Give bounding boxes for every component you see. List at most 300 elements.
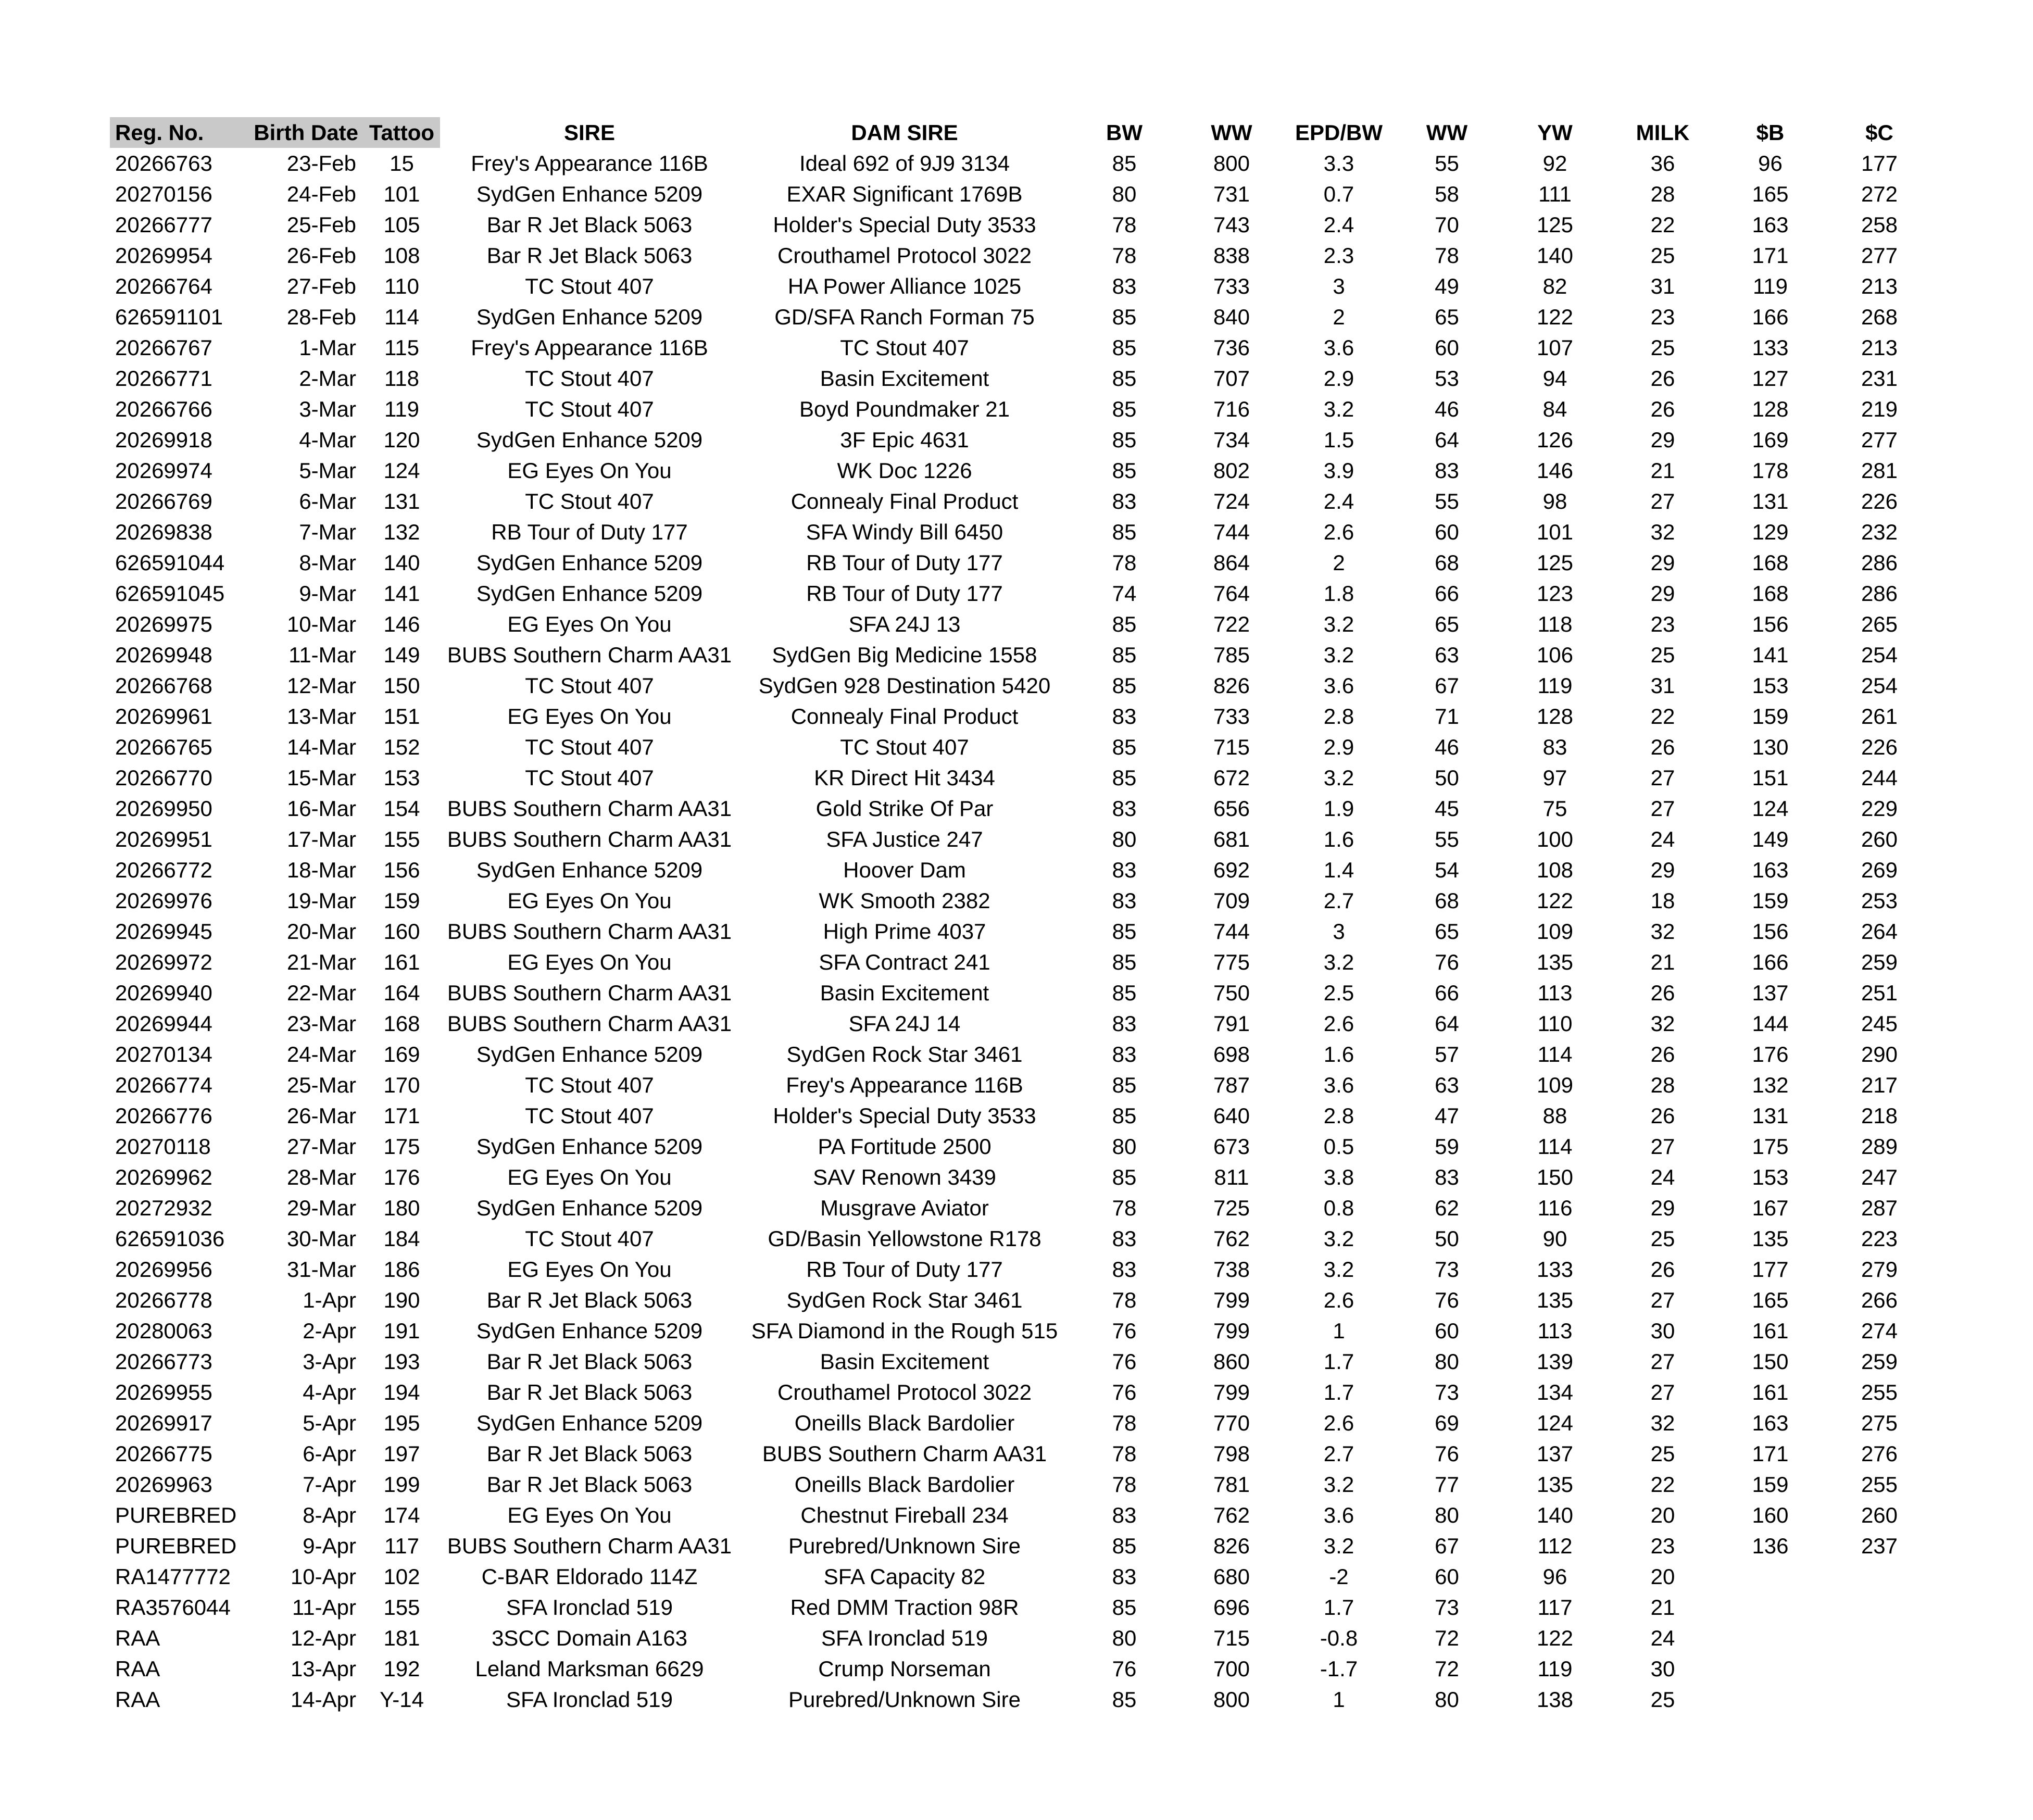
cell-birth-date: 3-Apr [303, 1349, 356, 1374]
cell-dam-sire: Purebred/Unknown Sire [788, 1534, 1021, 1558]
cell-milk: 25 [1650, 1226, 1675, 1251]
cell-yw: 94 [1542, 366, 1567, 391]
cell-epd-bw: 3.8 [1323, 1165, 1354, 1189]
cell-birth-date: 26-Feb [286, 243, 356, 268]
cell-dollar-b [1716, 1592, 1824, 1623]
cell-bw: 85 [1112, 765, 1137, 790]
cell-bw: 85 [1112, 1687, 1137, 1712]
cell-dollar-b: 144 [1752, 1011, 1789, 1036]
cell-bw: 85 [1112, 428, 1137, 452]
cell-tattoo: 15 [390, 151, 414, 175]
cell-epd-bw: 2.7 [1323, 888, 1354, 913]
cell-dollar-b: 160 [1752, 1503, 1789, 1527]
header-yw: YW [1537, 120, 1573, 145]
cell-epd-ww: 59 [1435, 1134, 1459, 1159]
cell-dollar-b: 176 [1752, 1042, 1789, 1066]
cell-epd-ww: 80 [1435, 1503, 1459, 1527]
cell-epd-bw: 2.3 [1323, 243, 1354, 268]
cell-milk: 27 [1650, 765, 1675, 790]
table-row [110, 547, 1935, 578]
cell-dollar-b: 151 [1752, 765, 1789, 790]
cell-tattoo: 119 [384, 397, 419, 421]
cell-tattoo: 124 [383, 458, 420, 483]
cell-tattoo: 186 [383, 1257, 420, 1282]
cell-ww: 762 [1213, 1226, 1250, 1251]
cell-milk: 23 [1650, 305, 1675, 329]
cell-dollar-b: 149 [1752, 827, 1789, 851]
cell-epd-bw: 2.7 [1323, 1441, 1354, 1466]
cell-reg-no: RAA [115, 1626, 160, 1650]
cell-sire: SydGen Enhance 5209 [476, 1134, 703, 1159]
cell-sire: SydGen Enhance 5209 [476, 581, 703, 606]
cell-reg-no: 626591045 [115, 581, 225, 606]
cell-milk: 26 [1650, 366, 1675, 391]
cell-bw: 83 [1112, 858, 1137, 882]
cell-tattoo: 151 [383, 704, 420, 729]
cell-reg-no: 20269940 [115, 981, 212, 1005]
cell-birth-date: 30-Mar [286, 1226, 356, 1251]
cell-milk: 20 [1650, 1564, 1675, 1589]
cell-bw: 78 [1112, 550, 1137, 575]
table-row [110, 1500, 1935, 1530]
cell-epd-ww: 54 [1435, 858, 1459, 882]
cell-bw: 78 [1112, 1441, 1137, 1466]
cell-dollar-c: 258 [1861, 212, 1898, 237]
cell-ww: 744 [1213, 919, 1250, 944]
cell-milk: 31 [1650, 274, 1675, 298]
cell-bw: 85 [1112, 520, 1137, 544]
cell-ww: 709 [1213, 888, 1250, 913]
cell-reg-no: 20270156 [115, 182, 212, 206]
cell-ww: 762 [1213, 1503, 1250, 1527]
cell-ww: 864 [1213, 550, 1250, 575]
cell-birth-date: 5-Apr [303, 1411, 356, 1435]
cell-dollar-c: 226 [1861, 735, 1898, 759]
table-row [110, 1530, 1935, 1561]
cell-ww: 798 [1213, 1441, 1250, 1466]
cell-milk: 31 [1650, 673, 1675, 698]
cell-yw: 116 [1537, 1196, 1573, 1220]
cell-dollar-c: 275 [1861, 1411, 1898, 1435]
cell-dollar-c: 277 [1861, 243, 1898, 268]
cell-milk: 22 [1650, 704, 1675, 729]
cell-bw: 74 [1112, 581, 1137, 606]
cell-epd-bw: 0.7 [1323, 182, 1354, 206]
cell-reg-no: 20266768 [115, 673, 212, 698]
cell-ww: 799 [1213, 1288, 1250, 1312]
cell-ww: 799 [1213, 1380, 1250, 1404]
cell-dollar-c [1824, 1653, 1935, 1684]
cell-epd-ww: 60 [1435, 335, 1459, 360]
cell-epd-ww: 47 [1435, 1103, 1459, 1128]
cell-bw: 80 [1112, 1626, 1137, 1650]
cell-dollar-c: 286 [1861, 581, 1898, 606]
table-row [110, 1346, 1935, 1377]
cell-birth-date: 3-Mar [299, 397, 356, 421]
cell-dam-sire: Basin Excitement [820, 981, 989, 1005]
cell-milk: 26 [1650, 397, 1675, 421]
cell-bw: 83 [1112, 489, 1137, 513]
cell-sire: Bar R Jet Black 5063 [486, 1472, 693, 1497]
cell-yw: 108 [1536, 858, 1574, 882]
cell-epd-ww: 49 [1435, 274, 1459, 298]
table-row [110, 1131, 1935, 1162]
cell-ww: 770 [1213, 1411, 1250, 1435]
cell-milk: 29 [1650, 858, 1675, 882]
cell-sire: EG Eyes On You [507, 458, 672, 483]
cell-milk: 26 [1650, 1103, 1675, 1128]
cell-ww: 738 [1213, 1257, 1250, 1282]
cell-dollar-c: 286 [1861, 550, 1898, 575]
cell-epd-bw: 2.4 [1323, 212, 1354, 237]
cell-epd-ww: 67 [1435, 673, 1459, 698]
cell-tattoo: 149 [383, 643, 420, 667]
cell-epd-ww: 68 [1435, 888, 1459, 913]
cell-dam-sire: Holder's Special Duty 3533 [773, 1103, 1036, 1128]
cell-reg-no: 20269972 [115, 950, 212, 974]
cell-epd-ww: 73 [1435, 1595, 1459, 1620]
cell-dollar-b: 128 [1752, 397, 1789, 421]
cell-reg-no: 20266772 [115, 858, 212, 882]
cell-yw: 90 [1542, 1226, 1567, 1251]
cell-bw: 76 [1112, 1349, 1137, 1374]
cell-ww: 733 [1213, 274, 1250, 298]
cell-dollar-b: 137 [1752, 981, 1789, 1005]
cell-dam-sire: SFA Capacity 82 [823, 1564, 986, 1589]
cell-birth-date: 13-Apr [290, 1656, 356, 1681]
cell-ww: 775 [1213, 950, 1250, 974]
cell-yw: 112 [1537, 1534, 1573, 1558]
cell-bw: 85 [1112, 335, 1137, 360]
table-row [110, 793, 1935, 824]
cell-bw: 83 [1112, 1042, 1137, 1066]
cell-epd-bw: 2.6 [1323, 1411, 1354, 1435]
cell-dam-sire: SFA 24J 13 [848, 612, 961, 636]
table-row [110, 332, 1935, 363]
cell-epd-ww: 73 [1435, 1257, 1459, 1282]
cell-epd-ww: 60 [1435, 1319, 1459, 1343]
table-row [110, 1162, 1935, 1193]
header-sire: SIRE [563, 120, 616, 145]
cell-tattoo: 161 [383, 950, 420, 974]
cell-epd-bw: 3.6 [1323, 673, 1354, 698]
cell-tattoo: 197 [383, 1441, 420, 1466]
cell-dollar-c: 226 [1861, 489, 1898, 513]
cell-tattoo: 115 [384, 335, 419, 360]
cell-dollar-c: 287 [1861, 1196, 1898, 1220]
cell-reg-no: 20266770 [115, 765, 212, 790]
cell-epd-bw: 3 [1333, 919, 1345, 944]
cell-epd-ww: 45 [1435, 796, 1459, 821]
cell-milk: 23 [1650, 612, 1675, 636]
cell-milk: 36 [1650, 151, 1675, 175]
cell-birth-date: 2-Apr [303, 1319, 356, 1343]
cell-birth-date: 8-Apr [303, 1503, 356, 1527]
cell-dollar-c: 279 [1861, 1257, 1898, 1282]
cell-dollar-b: 131 [1752, 489, 1789, 513]
table-row [110, 1438, 1935, 1469]
cell-epd-bw: 2.6 [1323, 1011, 1354, 1036]
cell-tattoo: 171 [383, 1103, 420, 1128]
cell-reg-no: 20266778 [115, 1288, 212, 1312]
cell-dollar-b: 177 [1752, 1257, 1789, 1282]
cell-dam-sire: Crump Norseman [818, 1656, 991, 1681]
cell-reg-no: 20266777 [115, 212, 212, 237]
cell-birth-date: 5-Mar [299, 458, 356, 483]
cell-dollar-b: 171 [1752, 1441, 1789, 1466]
cell-dollar-c [1824, 1684, 1935, 1715]
cell-bw: 85 [1112, 612, 1137, 636]
cell-sire: TC Stout 407 [525, 735, 654, 759]
cell-ww: 715 [1213, 1626, 1250, 1650]
cell-birth-date: 28-Mar [286, 1165, 356, 1189]
cell-reg-no: 20269951 [115, 827, 212, 851]
cell-birth-date: 31-Mar [286, 1257, 356, 1282]
cell-dam-sire: RB Tour of Duty 177 [806, 581, 1003, 606]
table-row [110, 670, 1935, 701]
cell-ww: 764 [1213, 581, 1250, 606]
table-row [110, 1315, 1935, 1346]
cell-tattoo: 101 [383, 182, 420, 206]
cell-epd-bw: -0.8 [1320, 1626, 1358, 1650]
cell-sire: 3SCC Domain A163 [492, 1626, 687, 1650]
cell-dam-sire: TC Stout 407 [840, 735, 969, 759]
cell-reg-no: 20269917 [115, 1411, 212, 1435]
table-row [110, 1193, 1935, 1223]
cell-sire: EG Eyes On You [507, 612, 672, 636]
cell-dollar-b: 156 [1752, 919, 1789, 944]
header-dollar-b: $B [1756, 120, 1785, 145]
cell-yw: 135 [1536, 950, 1574, 974]
cell-bw: 83 [1112, 274, 1137, 298]
table-row [110, 209, 1935, 240]
cell-dollar-b: 131 [1752, 1103, 1789, 1128]
cell-milk: 32 [1650, 919, 1675, 944]
cell-yw: 111 [1538, 182, 1572, 206]
cell-dam-sire: Hoover Dam [843, 858, 966, 882]
cell-dollar-c: 264 [1861, 919, 1898, 944]
cell-sire: SydGen Enhance 5209 [476, 305, 703, 329]
cell-yw: 109 [1536, 919, 1574, 944]
cell-epd-bw: 0.8 [1323, 1196, 1354, 1220]
cell-milk: 32 [1650, 1411, 1675, 1435]
cell-dollar-c: 254 [1861, 673, 1898, 698]
cell-dollar-b: 96 [1758, 151, 1783, 175]
cell-dam-sire: RB Tour of Duty 177 [806, 550, 1003, 575]
cell-epd-ww: 72 [1435, 1656, 1459, 1681]
cell-dollar-c: 289 [1861, 1134, 1898, 1159]
cell-epd-bw: 1.9 [1323, 796, 1354, 821]
cell-dam-sire: RB Tour of Duty 177 [806, 1257, 1003, 1282]
cell-milk: 30 [1650, 1656, 1675, 1681]
cell-birth-date: 13-Mar [286, 704, 356, 729]
cell-tattoo: 108 [383, 243, 420, 268]
table-row [110, 609, 1935, 639]
cell-yw: 125 [1536, 550, 1574, 575]
cell-milk: 29 [1650, 550, 1675, 575]
cell-tattoo: 164 [383, 981, 420, 1005]
cell-sire: EG Eyes On You [507, 704, 672, 729]
cell-epd-ww: 65 [1435, 919, 1459, 944]
cell-epd-ww: 76 [1435, 1441, 1459, 1466]
cell-bw: 78 [1112, 212, 1137, 237]
cell-tattoo: 199 [383, 1472, 420, 1497]
header-tattoo: Tattoo [363, 117, 440, 148]
cell-epd-bw: 1.8 [1323, 581, 1354, 606]
cell-dam-sire: SydGen 928 Destination 5420 [758, 673, 1051, 698]
cell-dollar-b: 153 [1752, 673, 1789, 698]
cell-bw: 80 [1112, 1134, 1137, 1159]
cell-reg-no: 20269918 [115, 428, 212, 452]
cell-tattoo: 156 [383, 858, 420, 882]
cell-epd-bw: 1.6 [1323, 1042, 1354, 1066]
cell-milk: 25 [1650, 243, 1675, 268]
table-row [110, 1100, 1935, 1131]
cell-epd-bw: 3.2 [1323, 1257, 1354, 1282]
cell-yw: 150 [1536, 1165, 1574, 1189]
cell-milk: 27 [1650, 796, 1675, 821]
cell-milk: 32 [1650, 1011, 1675, 1036]
cell-tattoo: 175 [383, 1134, 420, 1159]
cell-epd-ww: 80 [1435, 1349, 1459, 1374]
cell-dollar-c [1824, 1592, 1935, 1623]
cell-dam-sire: Oneills Black Bardolier [794, 1411, 1015, 1435]
cell-milk: 26 [1650, 735, 1675, 759]
cell-dam-sire: Ideal 692 of 9J9 3134 [799, 151, 1010, 175]
cell-dollar-b: 132 [1752, 1073, 1789, 1097]
cell-bw: 83 [1112, 704, 1137, 729]
cell-reg-no: 20266775 [115, 1441, 212, 1466]
cell-reg-no: 626591036 [115, 1226, 225, 1251]
cell-tattoo: 110 [384, 274, 419, 298]
cell-dollar-c: 237 [1861, 1534, 1898, 1558]
header-bw: BW [1106, 120, 1143, 145]
cell-bw: 78 [1112, 1411, 1137, 1435]
cell-birth-date: 16-Mar [286, 796, 356, 821]
cell-reg-no: 20269838 [115, 520, 212, 544]
cell-dollar-c: 290 [1861, 1042, 1898, 1066]
cell-yw: 122 [1536, 305, 1574, 329]
cell-yw: 117 [1537, 1595, 1573, 1620]
cell-epd-ww: 53 [1435, 366, 1459, 391]
cell-epd-ww: 67 [1435, 1534, 1459, 1558]
cell-dollar-b: 178 [1752, 458, 1789, 483]
cell-birth-date: 4-Mar [299, 428, 356, 452]
cell-yw: 119 [1537, 673, 1573, 698]
cell-reg-no: 20270134 [115, 1042, 212, 1066]
cell-ww: 707 [1213, 366, 1250, 391]
cell-birth-date: 25-Feb [286, 212, 356, 237]
cell-dam-sire: Crouthamel Protocol 3022 [777, 243, 1032, 268]
cell-yw: 125 [1536, 212, 1574, 237]
cell-epd-bw: -2 [1329, 1564, 1349, 1589]
cell-dollar-b: 150 [1752, 1349, 1789, 1374]
cell-birth-date: 15-Mar [286, 765, 356, 790]
cell-bw: 83 [1112, 888, 1137, 913]
cell-dollar-c: 229 [1861, 796, 1898, 821]
cell-sire: Bar R Jet Black 5063 [486, 1288, 693, 1312]
cell-yw: 139 [1536, 1349, 1574, 1374]
cell-bw: 78 [1112, 1472, 1137, 1497]
cell-ww: 640 [1213, 1103, 1250, 1128]
cell-sire: Frey's Appearance 116B [471, 335, 708, 360]
cell-yw: 122 [1536, 888, 1574, 913]
cell-tattoo: 160 [383, 919, 420, 944]
cell-ww: 781 [1213, 1472, 1250, 1497]
cell-milk: 24 [1650, 1165, 1675, 1189]
cell-milk: 27 [1650, 1349, 1675, 1374]
cell-dollar-c: 255 [1861, 1472, 1898, 1497]
cell-dollar-b [1716, 1561, 1824, 1592]
cell-ww: 826 [1213, 673, 1250, 698]
cell-dollar-c: 281 [1861, 458, 1898, 483]
cell-birth-date: 10-Mar [286, 612, 356, 636]
cell-dam-sire: Frey's Appearance 116B [786, 1073, 1023, 1097]
table-row [110, 977, 1935, 1008]
cell-sire: TC Stout 407 [525, 397, 654, 421]
cell-yw: 83 [1542, 735, 1567, 759]
cell-dam-sire: Boyd Poundmaker 21 [799, 397, 1010, 421]
cell-milk: 26 [1650, 1042, 1675, 1066]
cell-tattoo: 176 [383, 1165, 420, 1189]
cell-dollar-b: 166 [1752, 950, 1789, 974]
cell-epd-bw: 3.2 [1323, 765, 1354, 790]
cell-dollar-b: 129 [1752, 520, 1789, 544]
cell-dam-sire: SFA Diamond in the Rough 515 [751, 1319, 1058, 1343]
cell-birth-date: 12-Mar [286, 673, 356, 698]
header-epd-bw: EPD/BW [1295, 120, 1383, 145]
table-row [110, 1408, 1935, 1438]
cell-epd-bw: 1.6 [1323, 827, 1354, 851]
cell-birth-date: 4-Apr [303, 1380, 356, 1404]
cell-yw: 98 [1542, 489, 1567, 513]
table-row [110, 424, 1935, 455]
cell-dollar-c: 272 [1861, 182, 1898, 206]
cell-epd-bw: 2.8 [1323, 704, 1354, 729]
cell-tattoo: 155 [383, 1595, 420, 1620]
cell-dollar-b: 163 [1752, 1411, 1789, 1435]
cell-dollar-b: 124 [1752, 796, 1789, 821]
table-row [110, 947, 1935, 977]
cell-milk: 18 [1650, 888, 1675, 913]
cell-yw: 109 [1536, 1073, 1574, 1097]
cell-epd-ww: 80 [1435, 1687, 1459, 1712]
cell-bw: 85 [1112, 1073, 1137, 1097]
cell-dollar-c: 213 [1861, 335, 1898, 360]
table-row [110, 855, 1935, 885]
cell-tattoo: 146 [383, 612, 420, 636]
cell-bw: 83 [1112, 1564, 1137, 1589]
cell-dollar-b: 159 [1752, 704, 1789, 729]
cell-dollar-c: 219 [1861, 397, 1898, 421]
cell-dam-sire: SFA Ironclad 519 [821, 1626, 988, 1650]
cell-milk: 20 [1650, 1503, 1675, 1527]
cell-bw: 85 [1112, 1595, 1137, 1620]
cell-tattoo: 194 [383, 1380, 420, 1404]
table-row [110, 885, 1935, 916]
cell-epd-ww: 83 [1435, 458, 1459, 483]
cell-dollar-c: 254 [1861, 643, 1898, 667]
cell-dam-sire: Connealy Final Product [790, 489, 1019, 513]
cell-sire: SydGen Enhance 5209 [476, 1411, 703, 1435]
cell-reg-no: 20266774 [115, 1073, 212, 1097]
cell-ww: 838 [1213, 243, 1250, 268]
cell-dollar-c: 245 [1861, 1011, 1898, 1036]
cell-dollar-b: 165 [1752, 1288, 1789, 1312]
cell-tattoo: 102 [383, 1564, 420, 1589]
cell-birth-date: 6-Mar [299, 489, 356, 513]
cell-ww: 744 [1213, 520, 1250, 544]
